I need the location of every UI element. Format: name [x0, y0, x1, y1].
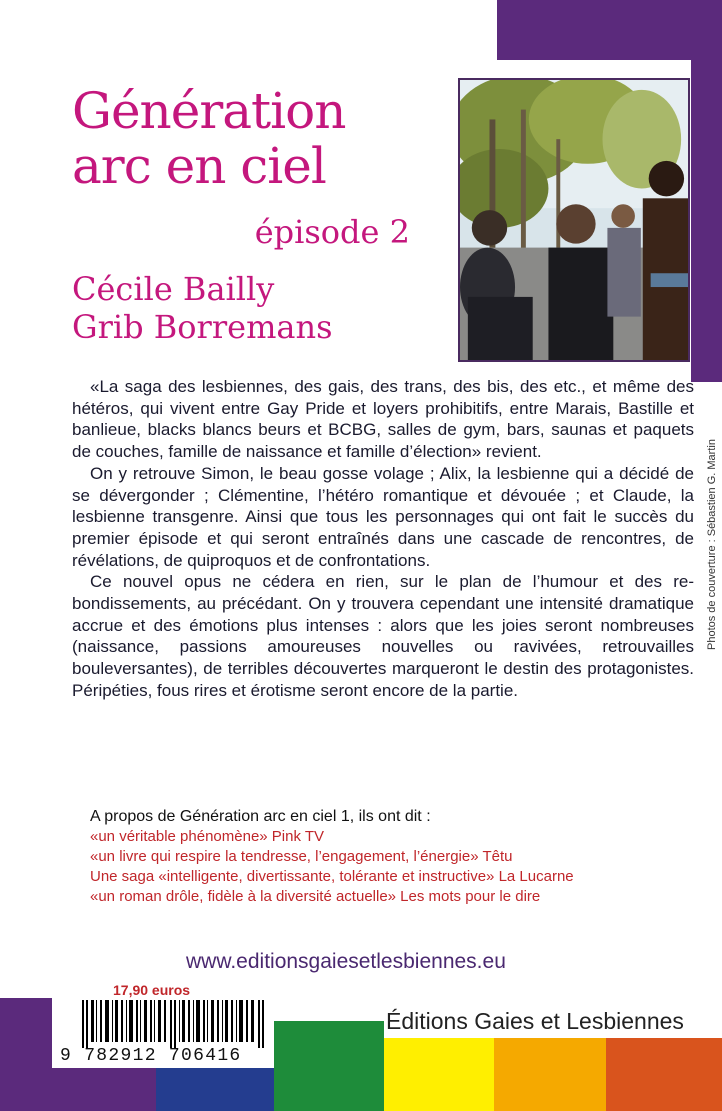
right-purple-bar: [691, 60, 722, 382]
author-name: Cécile Bailly: [72, 270, 275, 308]
publisher-website-link[interactable]: www.editionsgaiesetlesbiennes.eu: [186, 950, 506, 973]
isbn-number: 9 782912 706416: [60, 1046, 242, 1066]
episode-label: épisode 2: [254, 213, 410, 251]
synopsis-paragraph: On y retrouve Simon, le beau gosse volage ; Alix, la lesbienne qui a décidé de se dévergonder ; Clémentine, l’hétéro romantique et dévouée ; et Claude, la lesbienne transgenre. Ainsi que tous les personnages qui ont fait le succès du premier épisode et qui seront entraînés dans une cascade de rencontres, de révélations, de quiproquos et de confrontations.: [72, 463, 694, 570]
rainbow-stripe-green: [274, 1021, 384, 1111]
crowd-photo-illustration: [460, 80, 688, 360]
authors: [72, 270, 333, 346]
photo-credit: Photos de couverture : Sébastien G. Martin: [706, 439, 718, 650]
publisher-name: Éditions Gaies et Lesbiennes: [386, 1008, 684, 1034]
book-title: [72, 84, 345, 194]
title-line-1: Génération: [72, 82, 346, 140]
isbn-barcode: [82, 1000, 268, 1048]
review-quote: Une saga «intelligente, divertissante, tolérante et instructive» La Lucarne: [90, 868, 574, 885]
rainbow-stripe-purple-base: [52, 1068, 156, 1111]
cover-photo: [458, 78, 690, 362]
reviews-intro: A propos de Génération arc en ciel 1, ils ont dit :: [90, 808, 431, 825]
synopsis: [72, 376, 694, 702]
price-label: 17,90 euros: [113, 982, 191, 998]
rainbow-stripe-orange: [494, 1038, 606, 1111]
review-quote: «un roman drôle, fidèle à la diversité actuelle» Les mots pour le dire: [90, 888, 541, 905]
rainbow-stripe-red: [606, 1038, 722, 1111]
title-line-2: arc en ciel: [72, 137, 326, 195]
synopsis-paragraph: Ce nouvel opus ne cédera en rien, sur le plan de l’humour et des rebondissements, au précédant. On y trouvera cependant une intensité dramatique accrue et des émotions plus intenses : alors que les joies seront nombreuses (naissance, passions amoureuses nouvelles ou ravivées, retrouvailles bouleversantes), de terribles découvertes marqueront le destin des protagonistes. Péripéties, fous rires et érotisme seront encore de la partie.: [72, 572, 694, 700]
reviews: [90, 807, 574, 907]
author-name: Grib Borremans: [72, 308, 333, 346]
top-right-purple-block: [497, 0, 722, 60]
review-quote: «un véritable phénomène» Pink TV: [90, 828, 325, 845]
synopsis-paragraph: «La saga des lesbiennes, des gais, des trans, des bis, des etc., et même des hétéros, qui vivent entre Gay Pride et loyers prohibitifs, entre Marais, Bastille et banlieue, blacks blancs beurs et BCBG, salles de gym, bars, saunas et paquets de couches, famille de naissance et famille d’élection» revient.: [72, 377, 694, 462]
rainbow-stripe-blue: [156, 1068, 274, 1111]
review-quote: «un livre qui respire la tendresse, l’engagement, l’énergie» Têtu: [90, 848, 513, 865]
rainbow-stripe-purple-left: [0, 998, 52, 1111]
rainbow-stripe-yellow: [384, 1038, 494, 1111]
